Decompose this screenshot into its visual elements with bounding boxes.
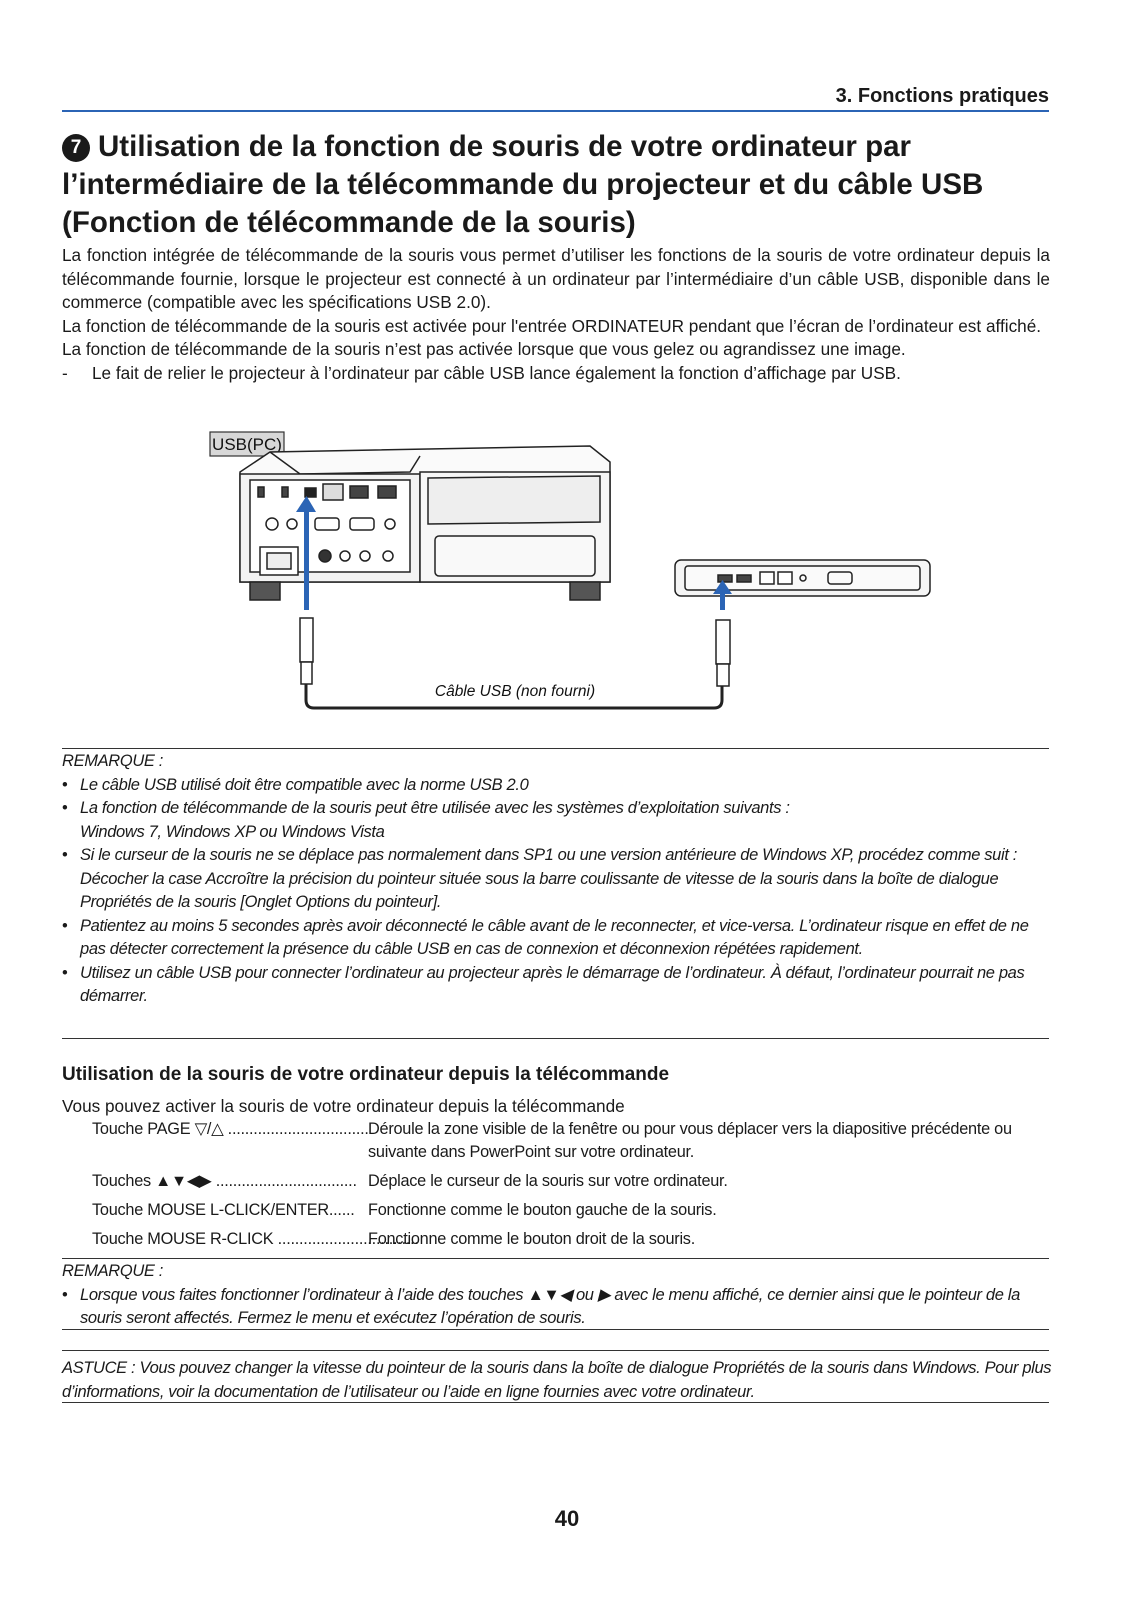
usb-pc-label: USB(PC) (212, 435, 282, 454)
cable-caption: Câble USB (non fourni) (434, 683, 596, 700)
note-block-1 (62, 750, 1052, 1009)
note1-item-2-sub: Windows 7, Windows XP ou Windows Vista (80, 822, 385, 841)
page-title (62, 128, 1052, 242)
connection-diagram (210, 432, 950, 722)
intro-dash-item (62, 362, 1050, 386)
note1-item-5-text: Utilisez un câble USB pour connecter l’ordinateur au projecteur après le démarrage de l’ordinateur. À défaut, l’ordinateur pourrait ne pas démarrer. (80, 963, 1025, 1005)
key-list (92, 1118, 1052, 1257)
key-row-right-click (92, 1228, 1052, 1251)
note1-bottom-rule (62, 1038, 1049, 1039)
key-description: Déplace le curseur de la souris sur votre ordinateur. (368, 1172, 728, 1190)
step-number-badge: 7 (62, 134, 90, 162)
note1-item-3-text: Si le curseur de la souris ne se déplace pas normalement dans SP1 ou une version antérieure de Windows XP, procédez comme suit : (80, 846, 1018, 864)
key-row-page (92, 1118, 1052, 1164)
key-name: Touche MOUSE R-CLICK ................................. (92, 1230, 419, 1248)
note1-item-4 (62, 915, 1052, 962)
intro-text (62, 244, 1050, 385)
note1-top-rule (62, 748, 1049, 749)
key-row-arrows (92, 1170, 1052, 1193)
key-description: Fonctionne comme le bouton gauche de la souris. (368, 1201, 717, 1219)
note1-item-4-text: Patientez au moins 5 secondes après avoir déconnecté le câble avant de le reconnecter, et vice-versa. L’ordinateur risque en effet de ne pas détecter correctement la présence du câble USB en cas de connexion et déconnexion répétées rapidement. (80, 916, 1029, 958)
key-name: Touche PAGE ▽/△ ................................. (92, 1120, 369, 1138)
dash-marker: - (62, 362, 68, 383)
page-title-text: Utilisation de la fonction de souris de votre ordinateur par l’intermédiaire de la télécommande du projecteur et du câble USB (Fonction de télécommande de la souris) (62, 130, 984, 239)
key-name: Touches ▲▼◀▶ ................................. (92, 1172, 357, 1190)
page-number: 40 (554, 1506, 580, 1531)
note1-label: REMARQUE : (62, 752, 164, 770)
note1-item-1-text: Le câble USB utilisé doit être compatible avec la norme USB 2.0 (80, 775, 529, 794)
section-heading: Utilisation de la souris de votre ordinateur depuis la télécommande (62, 1064, 670, 1085)
projector-illustration (240, 446, 610, 600)
tip-text: ASTUCE : Vous pouvez changer la vitesse du pointeur de la souris dans la boîte de dialogue Propriétés de la souris dans Windows. Pour plus d’informations, voir la documentation de l’utilisateur ou l’aide en ligne fournies avec votre ordinateur. (62, 1359, 1052, 1401)
laptop-illustration (675, 560, 930, 596)
section-header: 3. Fonctions pratiques (835, 85, 1049, 107)
note1-item-3-sub: Décocher la case Accroître la précision du pointeur située sous la barre coulissante de vitesse de la souris dans la boîte de dialogue Propriétés de la souris [Onglet Options du pointeur]. (80, 869, 999, 911)
key-row-left-click (92, 1199, 1052, 1222)
section-intro: Vous pouvez activer la souris de votre ordinateur depuis la télécommande (62, 1096, 625, 1116)
note2-label: REMARQUE : (62, 1262, 164, 1280)
intro-paragraph-2: La fonction de télécommande de la souris est activée pour l'entrée ORDINATEUR pendant que l’écran de l’ordinateur est affiché. (62, 315, 1042, 336)
note2-bottom-rule (62, 1329, 1049, 1330)
tip-top-rule (62, 1350, 1049, 1351)
note2-item-1 (62, 1284, 1052, 1331)
tip-bottom-rule (62, 1402, 1049, 1403)
note1-item-2 (62, 797, 1052, 844)
key-description: Déroule la zone visible de la fenêtre ou pour vous déplacer vers la diapositive précédente ou suivante dans PowerPoint sur votre ordinateur. (368, 1120, 1012, 1161)
note1-item-1 (62, 774, 1052, 798)
intro-paragraph-4: Le fait de relier le projecteur à l’ordinateur par câble USB lance également la fonction d’affichage par USB. (92, 362, 901, 383)
intro-paragraph-3: La fonction de télécommande de la souris n’est pas activée lorsque que vous gelez ou agrandissez une image. (62, 339, 906, 359)
note1-item-5 (62, 962, 1052, 1009)
key-description: Fonctionne comme le bouton droit de la souris. (368, 1230, 695, 1248)
note1-item-3 (62, 844, 1052, 915)
note2-item-1-text: Lorsque vous faites fonctionner l’ordinateur à l’aide des touches ▲▼◀ ou ▶ avec le menu affiché, ce dernier ainsi que le pointeur de la souris seront affectés. Fermez le menu et exécutez l’opération de souris. (80, 1285, 1020, 1327)
note1-item-2-text: La fonction de télécommande de la souris peut être utilisée avec les systèmes d’exploitation suivants : (80, 799, 790, 817)
intro-paragraph-1: La fonction intégrée de télécommande de la souris vous permet d’utiliser les fonctions de la souris de votre ordinateur depuis la télécommande fournie, lorsque le projecteur est connecté à un ordinateur par l’intermédiaire d’un câble USB, disponible dans le commerce (compatible avec les spécifications USB 2.0). (62, 245, 1050, 312)
note-block-2 (62, 1260, 1052, 1331)
note2-top-rule (62, 1258, 1049, 1259)
key-name: Touche MOUSE L-CLICK/ENTER...... (92, 1201, 355, 1219)
header-rule (62, 110, 1049, 112)
